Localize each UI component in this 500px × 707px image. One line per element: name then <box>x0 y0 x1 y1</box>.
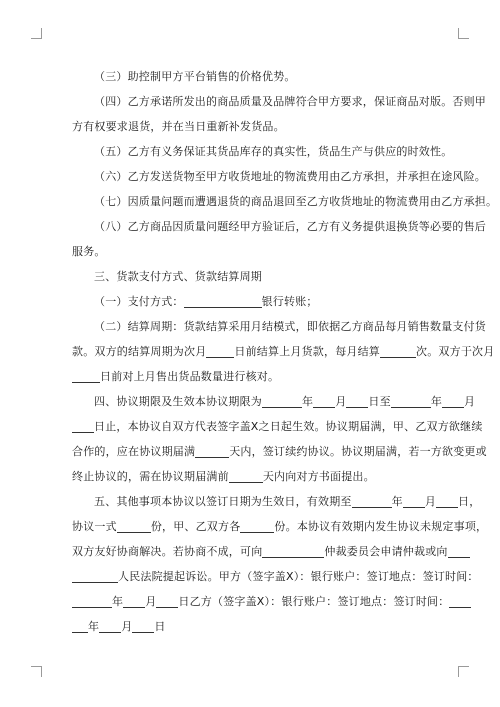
termination-days-blank <box>229 468 263 483</box>
term-line: 四、协议期限及生效本协议期限为 年 月 日至 年 月 <box>94 395 476 408</box>
term-end-day-blank <box>72 418 94 433</box>
term-end-month-blank <box>442 393 464 408</box>
party-b-day-blank <box>132 618 154 633</box>
settlement-times-blank <box>380 343 416 358</box>
settlement-cycle-cont-2: 日前对上月售出货品数量进行核对。 <box>72 364 442 389</box>
clause-3-7: （七）因质量问题而遭遇退货的商品退回至乙方收货地址的物流费用由乙方承担。 <box>94 195 498 208</box>
settlement-cycle-line: （二）结算周期：货款结算采用月结模式，即依据乙方商品每月销售数量支付货 <box>94 320 486 333</box>
term-cont-1: 日止，本协议自双方代表签字盖X之日起生效。协议期届满，甲、乙双方欲继续 <box>72 414 442 439</box>
party-a-day-blank <box>156 593 178 608</box>
document-body <box>72 64 498 639</box>
court-blank-start <box>448 543 470 558</box>
clause-3-8-cont: 服务。 <box>72 245 106 258</box>
signature-date-line-1: 年 月 日乙方（签字盖X）：银行账户：签订地点：签订时间： <box>72 589 442 614</box>
party-a-year-blank <box>72 593 112 608</box>
renewal-days-blank <box>195 443 229 458</box>
payment-method-blank <box>184 293 262 308</box>
crop-mark-bottom-right <box>458 666 469 677</box>
clause-3-6: （六）乙方发送货物至甲方收货地址的物流费用由乙方承担，并承担在途风险。 <box>94 170 486 183</box>
clause-3-4-cont: 方有权要求退货，并在当日重新补发货品。 <box>72 120 285 133</box>
valid-until-day-blank <box>436 493 458 508</box>
copies-each-blank <box>240 518 274 533</box>
party-a-month-blank <box>123 593 145 608</box>
other-matters-cont-1: 协议一式 份，甲、乙双方各 份。本协议有效期内发生协议未规定事项， <box>72 520 488 533</box>
term-cont-2: 合作的，应在协议期届满 天内，签订续约协议。协议期届满，若一方欲变更或 <box>72 445 487 458</box>
settlement-day-blank <box>206 343 234 358</box>
other-matters-line: 五、其他事项本协议以签订日期为生效日，有效期至 年 月 日， <box>94 495 481 508</box>
section-heading-payment: 三、货款支付方式、货款结算周期 <box>94 270 262 283</box>
settlement-cycle-cont-1: 款。双方的结算周期为次月 日前结算上月货款，每月结算 次。双方于次月 <box>72 345 495 358</box>
party-b-year-blank <box>72 618 88 633</box>
other-matters-cont-2: 双方友好协商解决。若协商不成，可向 仲裁委员会申请仲裁或向 <box>72 539 442 564</box>
clause-3-5: （五）乙方有义务保证其货品库存的真实性，货品生产与供应的时效性。 <box>94 145 453 158</box>
term-end-year-blank <box>391 393 431 408</box>
crop-mark-top-left <box>31 28 42 39</box>
term-start-year-blank <box>262 393 302 408</box>
crop-mark-bottom-left <box>31 666 42 677</box>
term-cont-3: 终止协议的，需在协议期届满前 天内向对方书面提出。 <box>72 470 375 483</box>
copies-total-blank <box>117 518 151 533</box>
party-b-year-blank-start <box>449 593 471 608</box>
court-blank <box>72 568 118 583</box>
term-start-day-blank <box>346 393 368 408</box>
clause-3-3: （三）助控制甲方平台销售的价格优势。 <box>94 70 296 83</box>
crop-mark-top-right <box>458 28 469 39</box>
party-b-month-blank <box>99 618 121 633</box>
payment-method-line: （一）支付方式： 银行转账； <box>94 295 318 308</box>
valid-until-month-blank <box>403 493 425 508</box>
valid-until-year-blank <box>352 493 392 508</box>
term-start-month-blank <box>313 393 335 408</box>
signature-date-line-2: 年 月 日 <box>72 614 442 639</box>
other-matters-cont-3: 人民法院提起诉讼。甲方（签字盖X）：银行账户：签订地点：签订时间： <box>72 564 442 589</box>
check-day-blank <box>72 368 100 383</box>
arbitration-committee-blank <box>262 543 324 558</box>
clause-3-8: （八）乙方商品因质量问题经甲方验证后，乙方有义务提供退换货等必要的售后 <box>94 220 486 233</box>
clause-3-4: （四）乙方承诺所发出的商品质量及品牌符合甲方要求，保证商品对版。否则甲 <box>94 95 486 108</box>
